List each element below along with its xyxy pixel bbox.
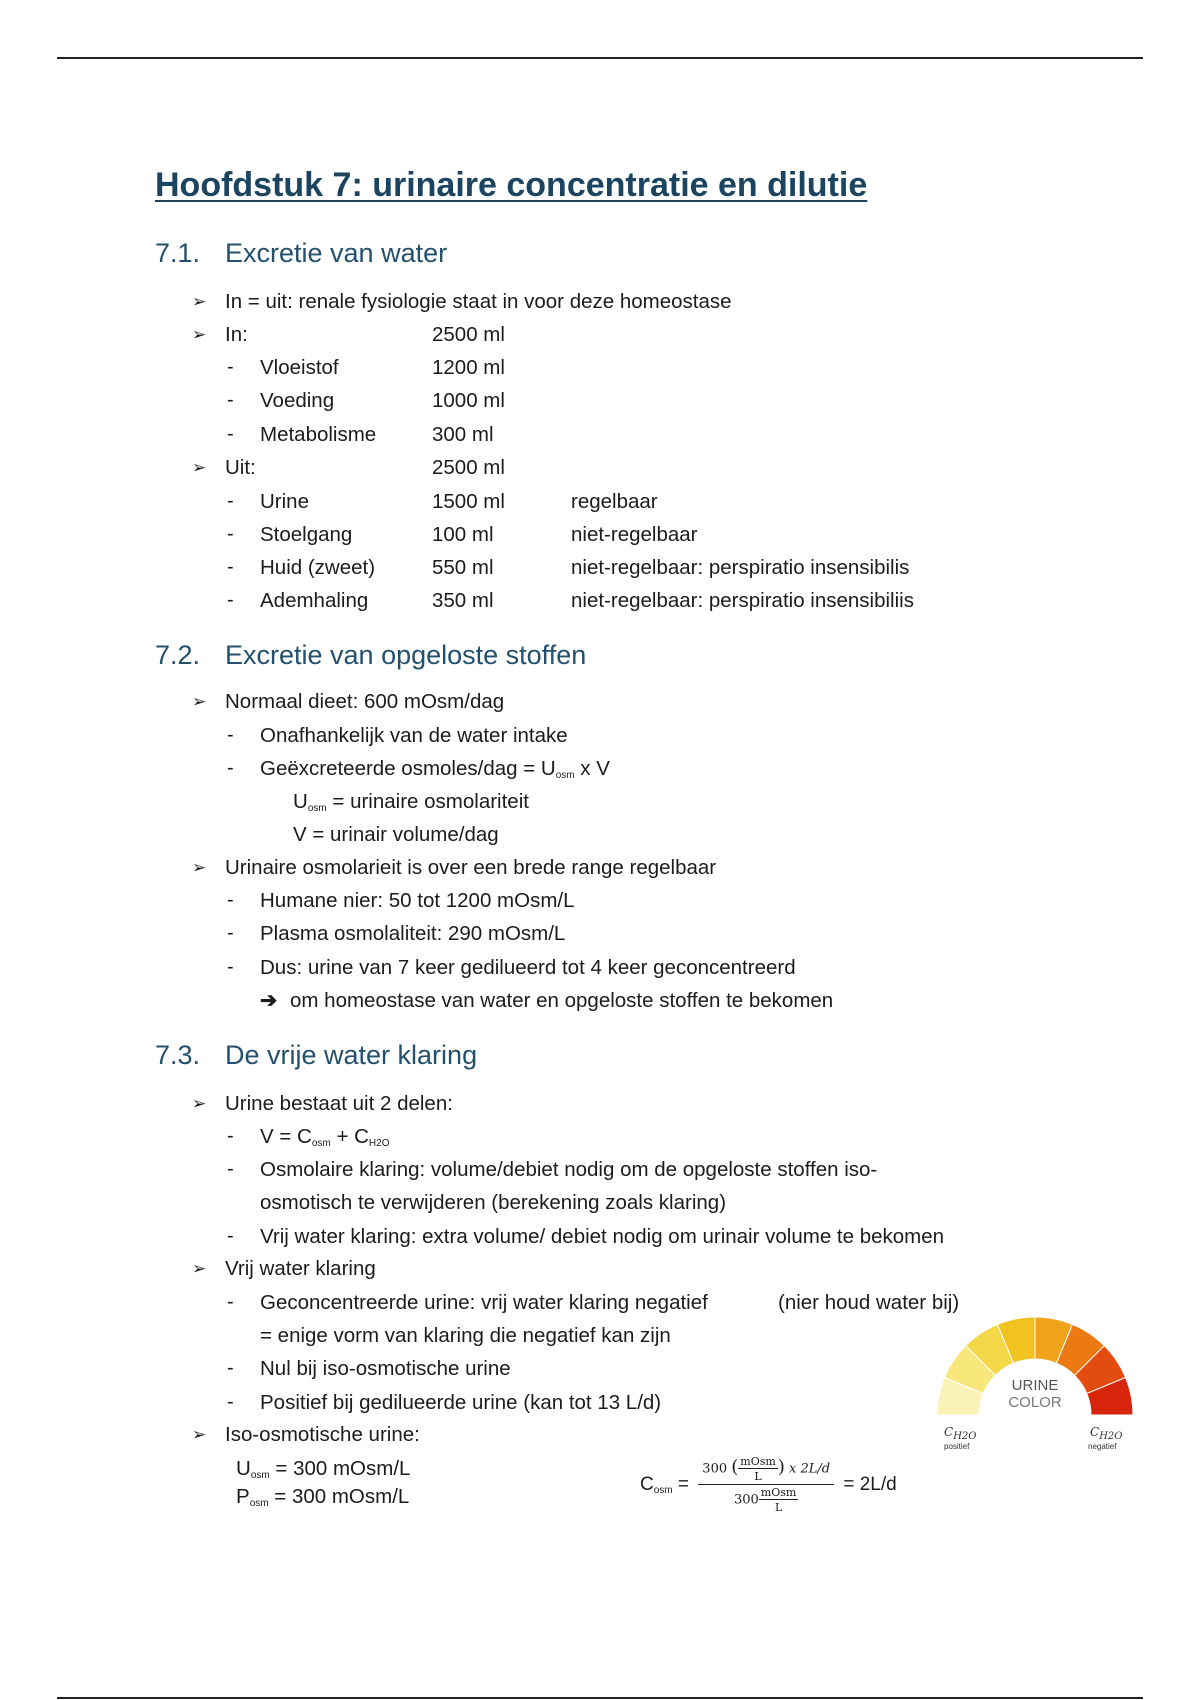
dash-marker: - (227, 1291, 234, 1313)
out-row-value: 550 ml (432, 556, 494, 579)
out-row-note: regelbaar (571, 490, 658, 513)
header-rule (57, 57, 1143, 59)
page-title: Hoofdstuk 7: urinaire concentratie en dilutie (155, 166, 868, 204)
formula-lhs: $C_{osm}$ = (640, 1473, 690, 1496)
dash-marker: - (227, 956, 234, 978)
in-row-label: Metabolisme (260, 423, 377, 446)
uosm-definition: $U_{osm}$ = urinaire osmolariteit (293, 790, 529, 814)
gauge-right-label: $C_{H2O}$ (1090, 1425, 1123, 1442)
out-row-label: Stoelgang (260, 523, 353, 546)
formula-fraction (698, 1455, 834, 1514)
out-row-label: Urine (260, 490, 309, 513)
dash-marker: - (227, 889, 234, 911)
in-row-value: 1200 ml (432, 356, 505, 379)
bullet-text: In = uit: renale fysiologie staat in voor deze homeostase (225, 290, 732, 313)
dash-marker: - (227, 356, 234, 378)
dash-text: Dus: urine van 7 keer gedilueerd tot 4 keer geconcentreerd (260, 956, 796, 979)
in-row-label: Vloeistof (260, 356, 339, 379)
section-title: De vrije water klaring (225, 1040, 478, 1070)
gauge-left-label: $C_{H2O}$ (944, 1425, 977, 1442)
dash-marker: - (227, 1158, 234, 1180)
gauge-line2: COLOR (1008, 1394, 1062, 1411)
bullet-arrow-icon: ➢ (192, 325, 207, 344)
dash-note: (nier houd water bij) (778, 1291, 960, 1314)
gauge-right-note: negatief (1088, 1442, 1117, 1451)
bullet-arrow-icon: ➢ (192, 292, 207, 311)
dash-marker: - (227, 423, 234, 445)
out-row-value: 350 ml (432, 589, 494, 612)
in-row-label: Voeding (260, 389, 335, 412)
in-row-value: 1000 ml (432, 389, 505, 412)
arrow-text: om homeostase van water en opgeloste stoffen te bekomen (290, 989, 834, 1012)
dash-text: Geconcentreerde urine: vrij water klaring negatief (260, 1291, 708, 1314)
dash-text: Positief bij gedilueerde urine (kan tot 13 L/d) (260, 1391, 662, 1414)
bullet-text: Urinaire osmolarieit is over een brede range regelbaar (225, 856, 717, 879)
posm-value: $P_{osm} = 300$ mOsm/L (236, 1485, 410, 1509)
formula-result: = 2L/d (843, 1473, 897, 1495)
section-heading-7-3 (155, 1040, 477, 1071)
bullet-text: Urine bestaat uit 2 delen: (225, 1092, 453, 1115)
formula-denominator: 300 $\frac{\text{mOsm}}{L}$ (734, 1486, 797, 1514)
bullet-arrow-icon: ➢ (192, 858, 207, 877)
uosm-value: $U_{osm} = 300$ mOsm/L (236, 1457, 411, 1481)
bullet-text: Iso-osmotische urine: (225, 1423, 420, 1446)
out-row-value: 100 ml (432, 523, 494, 546)
out-total: 2500 ml (432, 456, 505, 479)
section-title: Excretie van water (225, 238, 448, 268)
dash-marker: - (227, 589, 234, 611)
cosm-formula (640, 1455, 897, 1514)
dash-marker: - (227, 1391, 234, 1413)
dash-marker: - (227, 1357, 234, 1379)
dash-marker: - (227, 922, 234, 944)
dash-marker: - (227, 724, 234, 746)
bullet-arrow-icon: ➢ (192, 458, 207, 477)
gauge-caption (930, 1377, 1140, 1411)
section-heading-7-1 (155, 238, 447, 269)
dash-marker: - (227, 1225, 234, 1247)
bullet-text: Vrij water klaring (225, 1257, 376, 1280)
dash-marker: - (227, 523, 234, 545)
right-arrow-icon: ➔ (260, 989, 278, 1012)
formula-numerator: 300 ( $\frac{\text{mOsm}}{L}$ ) x 2L/d (698, 1455, 834, 1485)
dash-text-cont: = enige vorm van klaring die negatief kan zijn (260, 1324, 671, 1347)
gauge-line1: URINE (1011, 1377, 1059, 1394)
dash-text: Vrij water klaring: extra volume/ debiet nodig om urinair volume te bekomen (260, 1225, 945, 1248)
dash-marker: - (227, 1125, 234, 1147)
section-number: 7.2. (155, 640, 201, 670)
gauge-left-note: positief (944, 1442, 970, 1451)
bullet-arrow-icon: ➢ (192, 1259, 207, 1278)
out-row-note: niet-regelbaar: perspiratio insensibilis (571, 556, 910, 579)
in-row-value: 300 ml (432, 423, 494, 446)
out-row-note: niet-regelbaar (571, 523, 698, 546)
in-total: 2500 ml (432, 323, 505, 346)
dash-text-cont: osmotisch te verwijderen (berekening zoals klaring) (260, 1191, 727, 1214)
out-row-note: niet-regelbaar: perspiratio insensibiliis (571, 589, 914, 612)
dash-text: Osmolaire klaring: volume/debiet nodig om de opgeloste stoffen iso- (260, 1158, 878, 1181)
bullet-text: Normaal dieet: 600 mOsm/dag (225, 690, 505, 713)
bullet-arrow-icon: ➢ (192, 692, 207, 711)
v-definition: V = urinair volume/dag (293, 823, 499, 846)
out-row-label: Huid (zweet) (260, 556, 376, 579)
urine-color-gauge (930, 1315, 1140, 1465)
section-number: 7.1. (155, 238, 201, 268)
out-row-value: 1500 ml (432, 490, 505, 513)
footer-rule (57, 1697, 1143, 1699)
section-title: Excretie van opgeloste stoffen (225, 640, 587, 670)
dash-marker: - (227, 556, 234, 578)
dash-text: Onafhankelijk van de water intake (260, 724, 568, 747)
dash-text: Nul bij iso-osmotische urine (260, 1357, 511, 1380)
dash-marker: - (227, 757, 234, 779)
bullet-arrow-icon: ➢ (192, 1094, 207, 1113)
out-row-label: Ademhaling (260, 589, 369, 612)
section-heading-7-2 (155, 640, 586, 671)
dash-marker: - (227, 490, 234, 512)
bullet-arrow-icon: ➢ (192, 1425, 207, 1444)
dash-marker: - (227, 389, 234, 411)
out-label: Uit: (225, 456, 256, 479)
in-label: In: (225, 323, 248, 346)
v-equation: $V = C_{osm} + C_{H2O}$ (260, 1125, 390, 1149)
dash-text: Humane nier: 50 tot 1200 mOsm/L (260, 889, 575, 912)
section-number: 7.3. (155, 1040, 201, 1070)
dash-text-osmoles: Geëxcreteerde osmoles/dag = $U_{osm}$ x V (260, 757, 610, 781)
dash-text: Plasma osmolaliteit: 290 mOsm/L (260, 922, 566, 945)
